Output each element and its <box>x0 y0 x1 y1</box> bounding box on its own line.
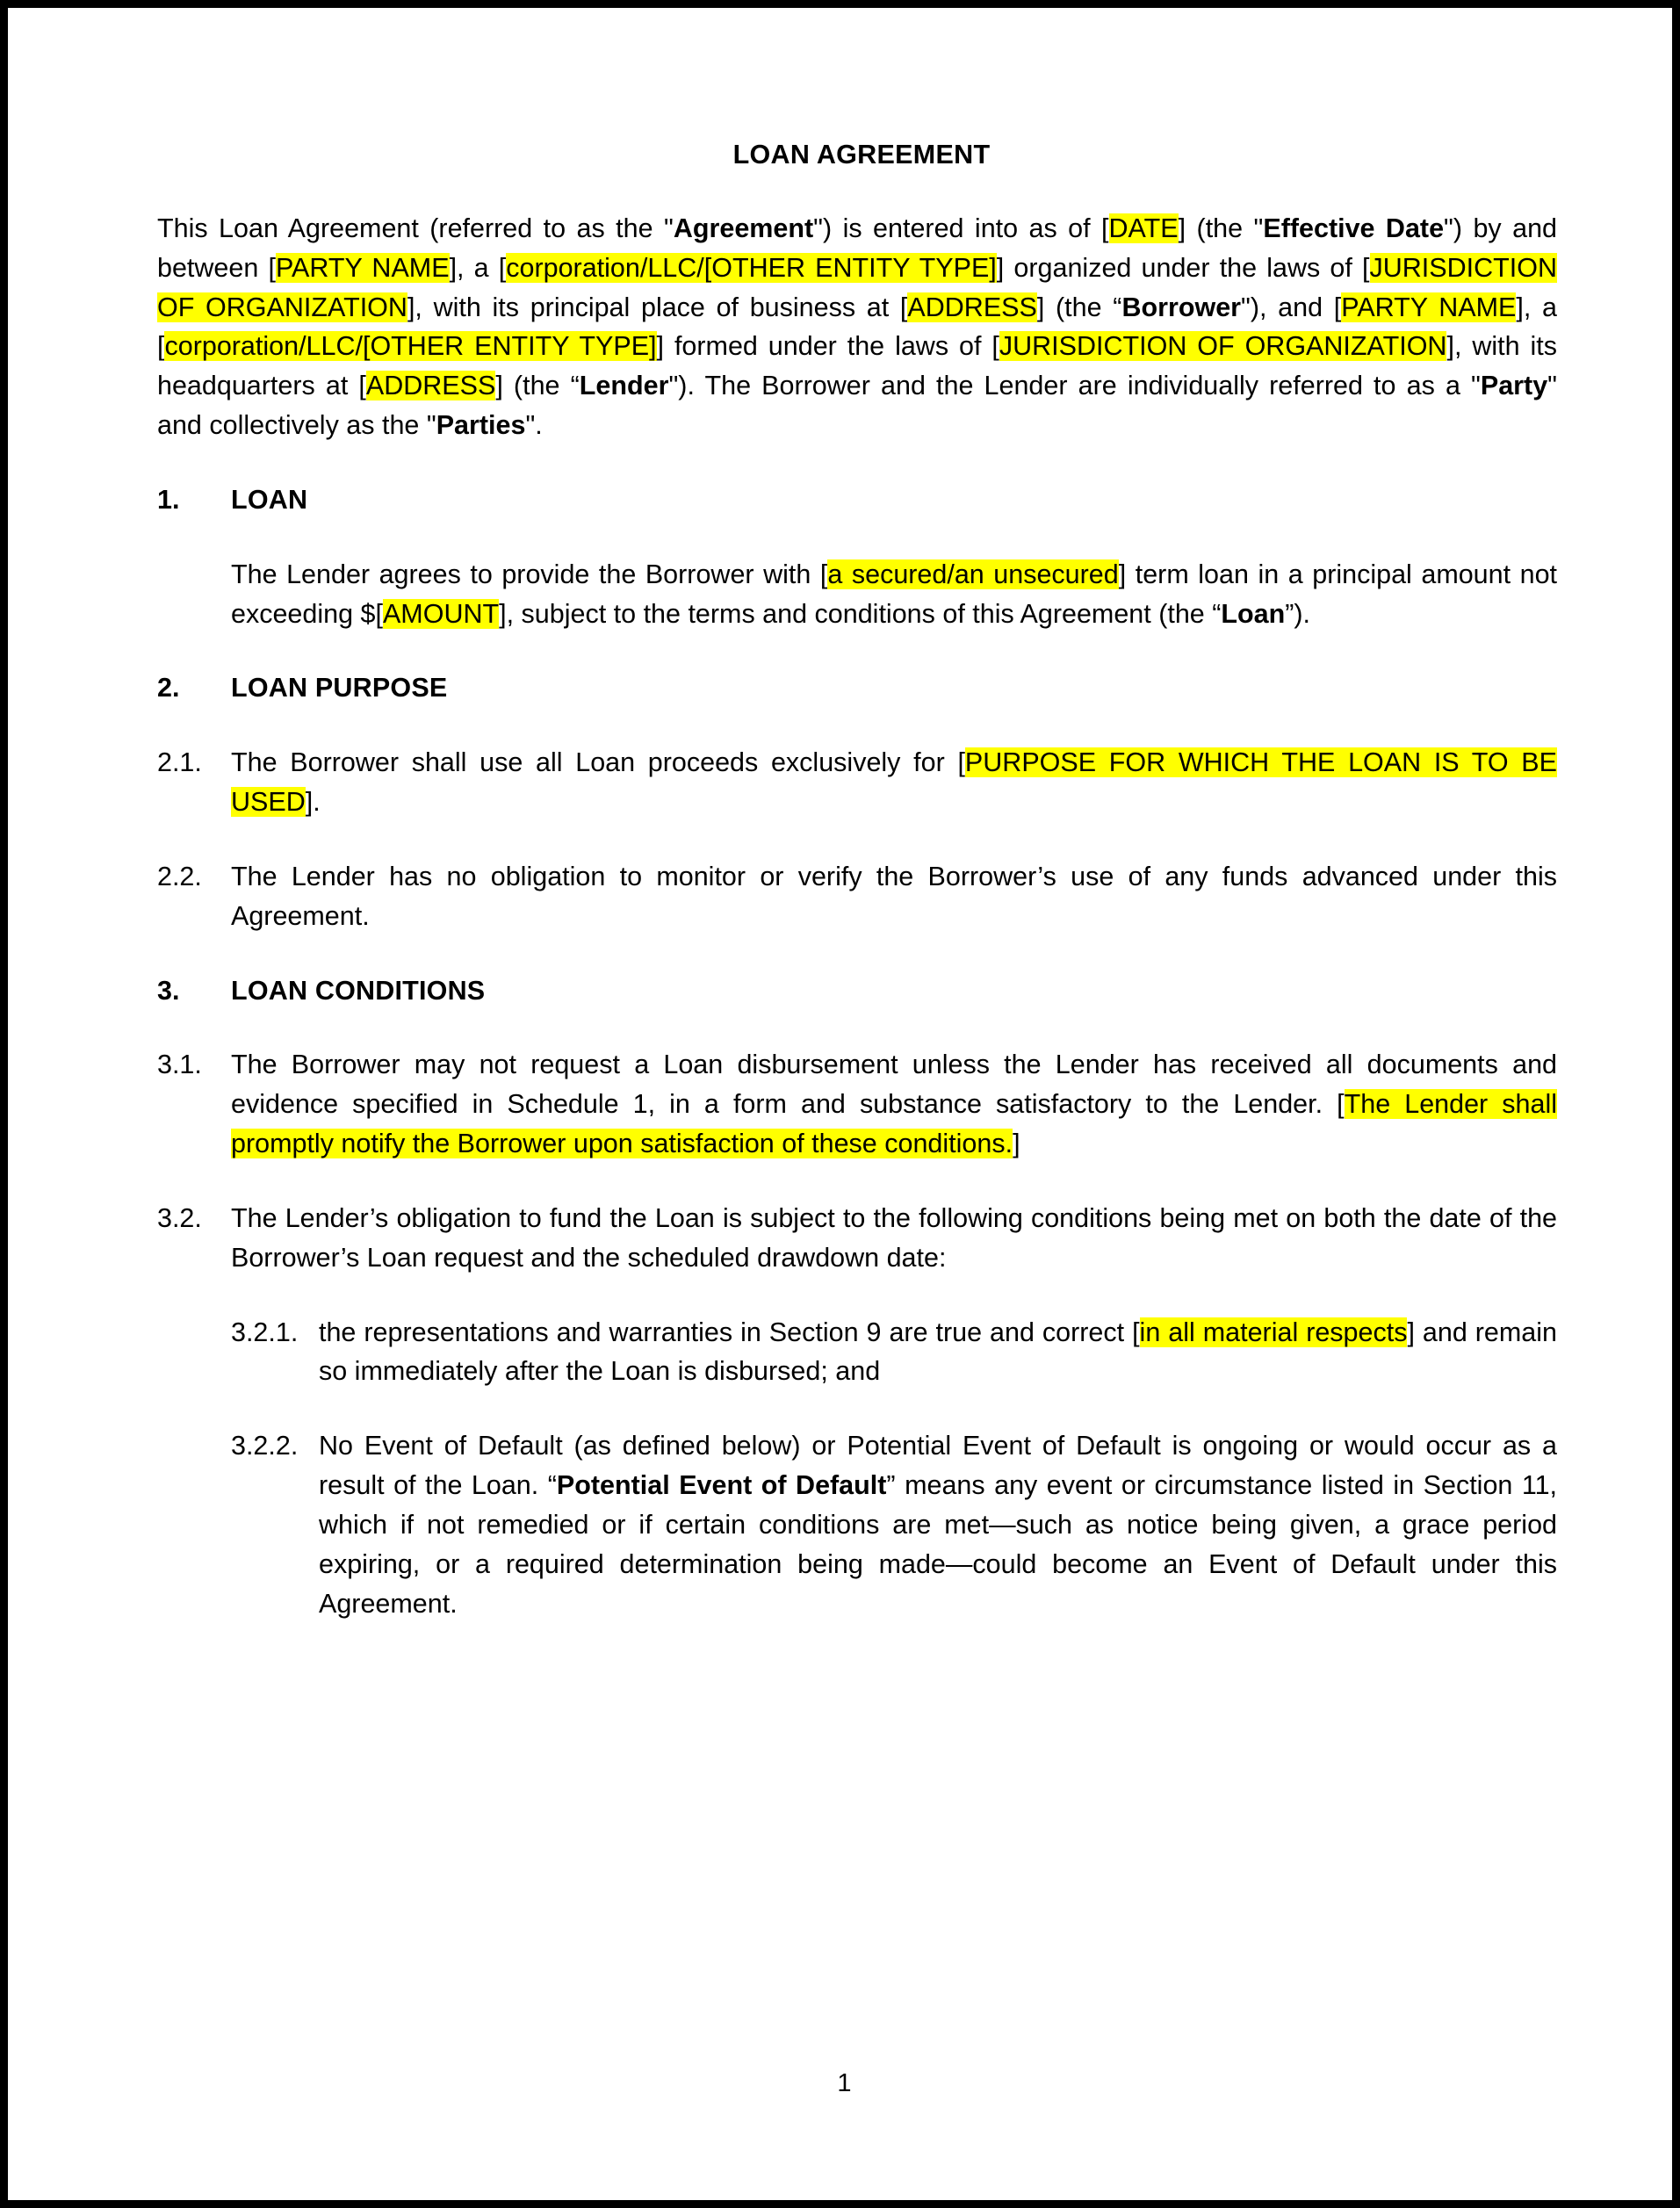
clause-3-2-2-paragraph <box>319 1426 1557 1623</box>
placeholder-address-1: ADDRESS <box>907 292 1037 322</box>
sec1-text-1: The Lender agrees to provide the Borrower with [ <box>231 559 828 589</box>
preamble-text-9: "), and [ <box>1241 292 1342 322</box>
c21-text-2: ]. <box>305 787 321 818</box>
clause-number-3-2-2: 3.2.2. <box>231 1431 299 1461</box>
page-title: LOAN AGREEMENT <box>732 140 991 170</box>
page-number: 1 <box>837 2069 852 2097</box>
placeholder-loan-purpose: PURPOSE FOR WHICH THE LOAN IS TO BE USED <box>231 747 1557 818</box>
section-1-paragraph <box>231 555 1557 634</box>
preamble-text-1: This Loan Agreement (referred to as the " <box>157 213 674 243</box>
sec1-text-2: ] term loan in a principal amount not exceeding $[ <box>231 559 1558 629</box>
sec1-text-4: ”). <box>1285 598 1311 629</box>
c321-text-2: ] and remain so immediately after the Loan is disbursed; and <box>319 1317 1557 1387</box>
clause-3-2-1-paragraph <box>319 1313 1557 1392</box>
preamble-text-4: ") by and between [ <box>157 213 1557 283</box>
clause-3-1 <box>157 1045 1557 1163</box>
preamble-text-13: ] (the “ <box>495 371 580 401</box>
sec1-text-3: ], subject to the terms and conditions of this Agreement (the “ <box>499 598 1222 629</box>
placeholder-material-respects: in all material respects <box>1139 1317 1408 1347</box>
clause-2-2 <box>157 857 1557 936</box>
section-1-body-indent <box>157 555 231 634</box>
placeholder-secured-unsecured: a secured/an unsecured <box>827 559 1119 589</box>
term-potential-event-of-default: Potential Event of Default <box>556 1470 887 1501</box>
c31-text-1: The Borrower may not request a Loan disbursement unless the Lender has received all documents and evidence specified in Schedule 1, in a form and substance satisfactory to the Lender. [ <box>231 1050 1557 1120</box>
placeholder-jurisdiction-1: JURISDICTION OF ORGANIZATION <box>157 252 1557 322</box>
placeholder-entity-type-2: corporation/LLC/[OTHER ENTITY TYPE] <box>164 331 657 362</box>
term-lender: Lender <box>579 371 669 401</box>
term-parties: Parties <box>436 410 526 441</box>
placeholder-notify-condition: The Lender shall promptly notify the Borrower upon satisfaction of these conditions. <box>231 1089 1557 1159</box>
term-borrower: Borrower <box>1121 292 1242 322</box>
preamble-text-11: ] formed under the laws of [ <box>656 331 999 362</box>
clause-3-2-1 <box>157 1313 1557 1392</box>
section-number-1: 1. <box>157 484 180 515</box>
clause-2-1-paragraph <box>231 743 1557 822</box>
preamble-text-16: ". <box>525 410 543 441</box>
section-number-3: 3. <box>157 975 180 1006</box>
section-1-body <box>157 555 1557 634</box>
section-title-loan-conditions: LOAN CONDITIONS <box>231 975 486 1006</box>
preamble-text-2: ") is entered into as of [ <box>813 213 1109 243</box>
placeholder-jurisdiction-2: JURISDICTION OF ORGANIZATION <box>999 331 1447 362</box>
section-heading-3 <box>157 971 1557 1011</box>
c31-text-2: ] <box>1013 1129 1020 1159</box>
preamble-text-10: ], a [ <box>157 292 1557 362</box>
section-title-loan-purpose: LOAN PURPOSE <box>231 673 448 704</box>
clause-number-2-2: 2.2. <box>157 861 202 891</box>
c321-text-1: the representations and warranties in Section 9 are true and correct [ <box>319 1317 1140 1347</box>
c322-text-2: ” means any event or circumstance listed in Section 11, which if not remedied or if certain conditions are met—such as notice being given, a grace period expiring, or a required determination being made—could become an Event of Default under this Agreement. <box>319 1470 1558 1619</box>
term-party: Party <box>1480 371 1548 401</box>
placeholder-amount: AMOUNT <box>382 598 500 629</box>
placeholder-party-name-2: PARTY NAME <box>1341 292 1517 322</box>
clause-3-2 <box>157 1199 1557 1278</box>
placeholder-entity-type-1: corporation/LLC/[OTHER ENTITY TYPE] <box>506 252 997 283</box>
c21-text-1: The Borrower shall use all Loan proceeds exclusively for [ <box>231 747 965 778</box>
clause-2-2-paragraph: The Lender has no obligation to monitor or verify the Borrower’s use of any funds advanced under this Agreement. <box>231 861 1557 931</box>
document-body <box>8 8 1672 2200</box>
preamble-text-8: ] (the “ <box>1036 292 1122 322</box>
preamble-text-5: ], a [ <box>449 252 507 283</box>
preamble-text-15: " and collectively as the " <box>157 371 1557 441</box>
clause-number-3-1: 3.1. <box>157 1050 202 1080</box>
clause-number-3-2: 3.2. <box>157 1202 202 1233</box>
preamble-text-3: ] (the " <box>1178 213 1264 243</box>
placeholder-party-name-1: PARTY NAME <box>275 252 450 283</box>
section-heading-1 <box>157 480 1557 520</box>
section-title-loan: LOAN <box>231 484 308 515</box>
preamble-text-14: "). The Borrower and the Lender are individually referred to as a " <box>668 371 1481 401</box>
clause-3-2-2 <box>157 1426 1557 1623</box>
term-agreement: Agreement <box>673 213 814 243</box>
preamble-text-6: ] organized under the laws of [ <box>996 252 1370 283</box>
placeholder-date: DATE <box>1108 213 1179 243</box>
preamble-text-7: ], with its principal place of business at [ <box>407 292 908 322</box>
preamble-text-12: ], with its headquarters at [ <box>157 331 1558 401</box>
term-loan: Loan <box>1221 598 1286 629</box>
clause-3-2-paragraph: The Lender’s obligation to fund the Loan is subject to the following conditions being met on both the date of the Borrower’s Loan request and the scheduled drawdown date: <box>231 1202 1557 1273</box>
term-effective-date: Effective Date <box>1263 213 1445 243</box>
clause-number-2-1: 2.1. <box>157 747 202 778</box>
clause-3-1-paragraph <box>231 1045 1557 1163</box>
c322-text-1: No Event of Default (as defined below) or Potential Event of Default is ongoing or would occur as a result of the Loan. “ <box>319 1431 1557 1501</box>
clause-2-1 <box>157 743 1557 822</box>
placeholder-address-2: ADDRESS <box>365 371 496 401</box>
preamble-paragraph <box>157 209 1557 445</box>
section-heading-2 <box>157 668 1557 708</box>
clause-number-3-2-1: 3.2.1. <box>231 1317 299 1347</box>
section-number-2: 2. <box>157 673 180 704</box>
